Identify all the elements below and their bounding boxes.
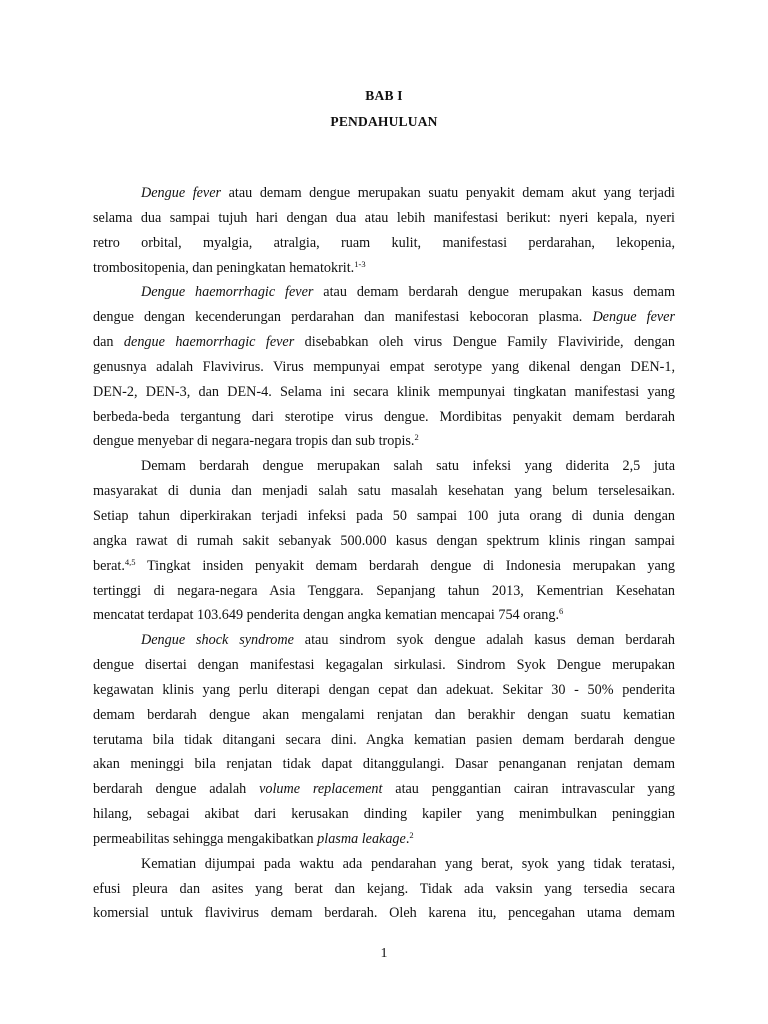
text-line: retro orbital, myalgia, atralgia, ruam kulit, manifestasi perdarahan, lekopenia, <box>93 234 675 251</box>
text-line: mencatat terdapat 103.649 penderita dengan angka kematian mencapai 754 orang.$^6$ <box>93 606 564 624</box>
text-line: Setiap tahun diperkirakan terjadi infeksi pada 50 sampai 100 juta orang di dunia dengan <box>93 507 675 524</box>
chapter-label: BAB I <box>365 88 403 103</box>
text-line: tertinggi di negara-negara Asia Tenggara. Sepanjang tahun 2013, Kementrian Kesehatan <box>93 582 675 599</box>
text-line: selama dua sampai tujuh hari dengan dua atau lebih manifestasi berikut: nyeri kepala, nyeri <box>93 209 675 226</box>
text-line: Demam berdarah dengue merupakan salah satu infeksi yang diderita 2,5 juta <box>141 458 675 475</box>
text-line: akan meninggi bila renjatan tidak dapat ditanggulangi. Dasar penanganan renjatan demam <box>93 756 675 773</box>
text-line: hilang, sebagai akibat dari kerusakan dinding kapiler yang menimbulkan peninggian <box>93 806 675 823</box>
paragraph <box>93 454 675 628</box>
text-line: masyarakat di dunia dan menjadi salah satu masalah kesehatan yang belum terselesaikan. <box>93 483 675 500</box>
text-line: dengue disertai dengan manifestasi kegagalan sirkulasi. Sindrom Syok Dengue merupakan <box>93 657 675 674</box>
text-line: genusnya adalah Flavivirus. Virus mempunyai empat serotype yang dikenal dengan DEN-1, <box>93 358 675 375</box>
text-line: berbeda-beda tergantung dari sterotipe virus dengue. Mordibitas penyakit demam berdarah <box>93 408 675 425</box>
chapter-title: PENDAHULUAN <box>330 114 438 129</box>
text-line: trombositopenia, dan peningkatan hematokrit.$^{1-3}$ <box>93 258 366 276</box>
text-line: komersial untuk flavivirus demam berdarah. Oleh karena itu, pencegahan utama demam <box>93 905 675 922</box>
text-line: efusi pleura dan asites yang berat dan kejang. Tidak ada vaksin yang tersedia secara <box>93 880 675 897</box>
paragraph <box>93 628 675 852</box>
page-number: 1 <box>380 946 388 961</box>
text-line: dengue dengan kecenderungan perdarahan dan manifestasi kebocoran plasma. Dengue fever <box>93 309 675 326</box>
text-line: dan dengue haemorrhagic fever disebabkan oleh virus Dengue Family Flaviviride, dengan <box>93 334 675 351</box>
text-line: Dengue fever atau demam dengue merupakan suatu penyakit demam akut yang terjadi <box>141 185 675 201</box>
citation: 2 <box>414 432 419 443</box>
citation: 1-3 <box>354 258 366 269</box>
text-line: angka rawat di rumah sakit sebanyak 500.000 kasus dengan spektrum klinis ringan sampai <box>93 532 675 549</box>
body-text <box>93 181 675 926</box>
text-line: berat.$^{4,5}$ Tingkat insiden penyakit demam berdarah dengue di Indonesia merupakan yang <box>93 556 675 574</box>
text-line: Dengue haemorrhagic fever atau demam berdarah dengue merupakan kasus demam <box>141 284 675 301</box>
citation: 6 <box>559 606 564 617</box>
text-line: Dengue shock syndrome atau sindrom syok dengue adalah kasus deman berdarah <box>141 632 675 649</box>
paragraph <box>93 181 675 280</box>
paragraph <box>93 280 675 454</box>
text-line: Kematian dijumpai pada waktu ada pendarahan yang berat, syok yang tidak teratasi, <box>141 855 675 872</box>
text-line: terutama bila tidak ditangani secara dini. Angka kematian pasien demam berdarah dengue <box>93 731 675 748</box>
text-line: demam berdarah dengue akan mengalami renjatan dan berakhir dengan suatu kematian <box>93 706 675 723</box>
citation: 4,5 <box>124 556 136 567</box>
text-line: permeabilitas sehingga mengakibatkan plasma leakage.$^2$ <box>93 829 414 847</box>
text-line: dengue menyebar di negara-negara tropis dan sub tropis.$^2$ <box>93 432 419 450</box>
paragraph <box>93 852 675 927</box>
citation: 2 <box>409 829 414 840</box>
text-line: DEN-2, DEN-3, dan DEN-4. Selama ini secara klinik mempunyai tingkatan manifestasi yang <box>93 383 675 400</box>
text-line: berdarah dengue adalah volume replacement atau penggantian cairan intravascular yang <box>93 781 675 798</box>
text-line: kegawatan klinis yang perlu diterapi dengan cepat dan adekuat. Sekitar 30 - 50% penderita <box>93 681 675 698</box>
